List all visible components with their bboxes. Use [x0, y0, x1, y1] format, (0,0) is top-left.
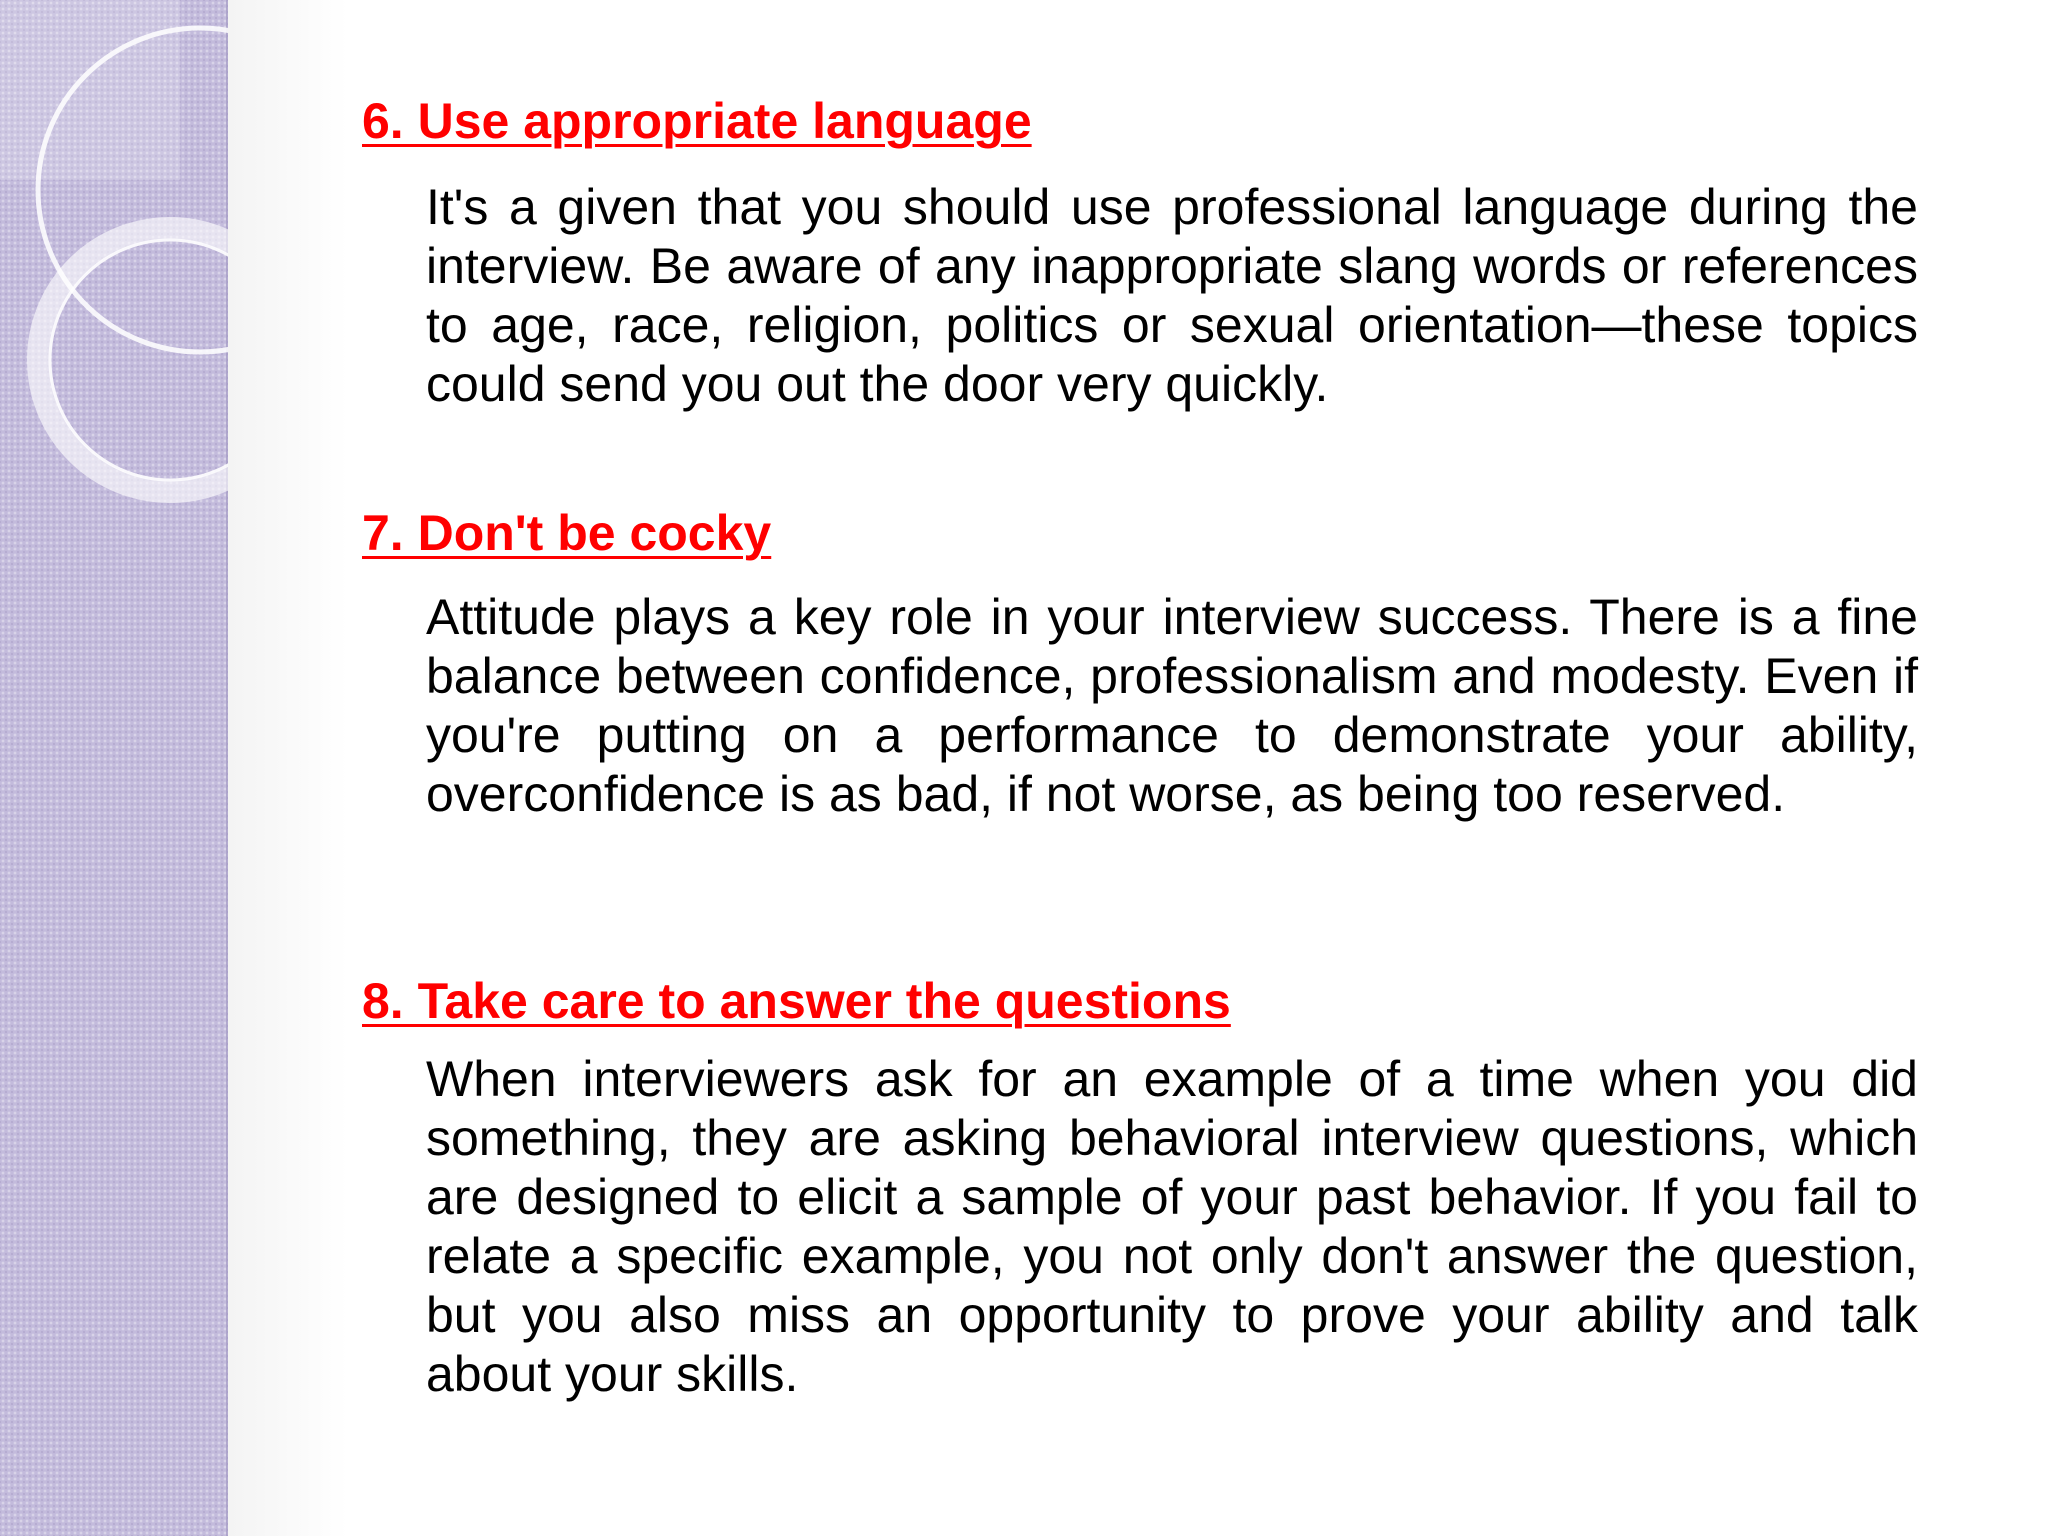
decorative-rings: [0, 0, 240, 520]
decor-square: [0, 0, 180, 180]
paragraph-appropriate-language: It's a given that you should use professional language during the interview. Be aware of any inappropriate slang words or references to age, race, religion, politics or sexual orientation—these topics could send you out the door very quickly.: [426, 179, 1918, 412]
heading-use-appropriate-language: 6. Use appropriate language: [362, 93, 1032, 149]
heading-dont-be-cocky: 7. Don't be cocky: [362, 505, 772, 561]
section-8: [362, 974, 1982, 1029]
section-8-body-wrap: [362, 1050, 1982, 1404]
section-7-body-wrap: [362, 588, 1982, 824]
content-left-shade: [228, 0, 348, 1536]
paragraph-answer-questions: When interviewers ask for an example of a time when you did something, they are asking behavioral interview questions, which are designed to elicit a sample of your past behavior. If you fail to relate a specific example, you not only don't answer the question, but you also miss an opportunity to prove your ability and talk about your skills.: [426, 1051, 1918, 1402]
section-6: [362, 94, 1982, 149]
section-7: [362, 506, 1982, 561]
paragraph-dont-be-cocky: Attitude plays a key role in your interview success. There is a fine balance between confidence, professionalism and modesty. Even if you're putting on a performance to demonstrate your ability, overconfidence is as bad, if not worse, as being too reserved.: [426, 589, 1918, 822]
decor-ring-outer: [38, 228, 240, 492]
heading-answer-questions: 8. Take care to answer the questions: [362, 973, 1231, 1029]
section-6-body-wrap: [362, 178, 1982, 414]
